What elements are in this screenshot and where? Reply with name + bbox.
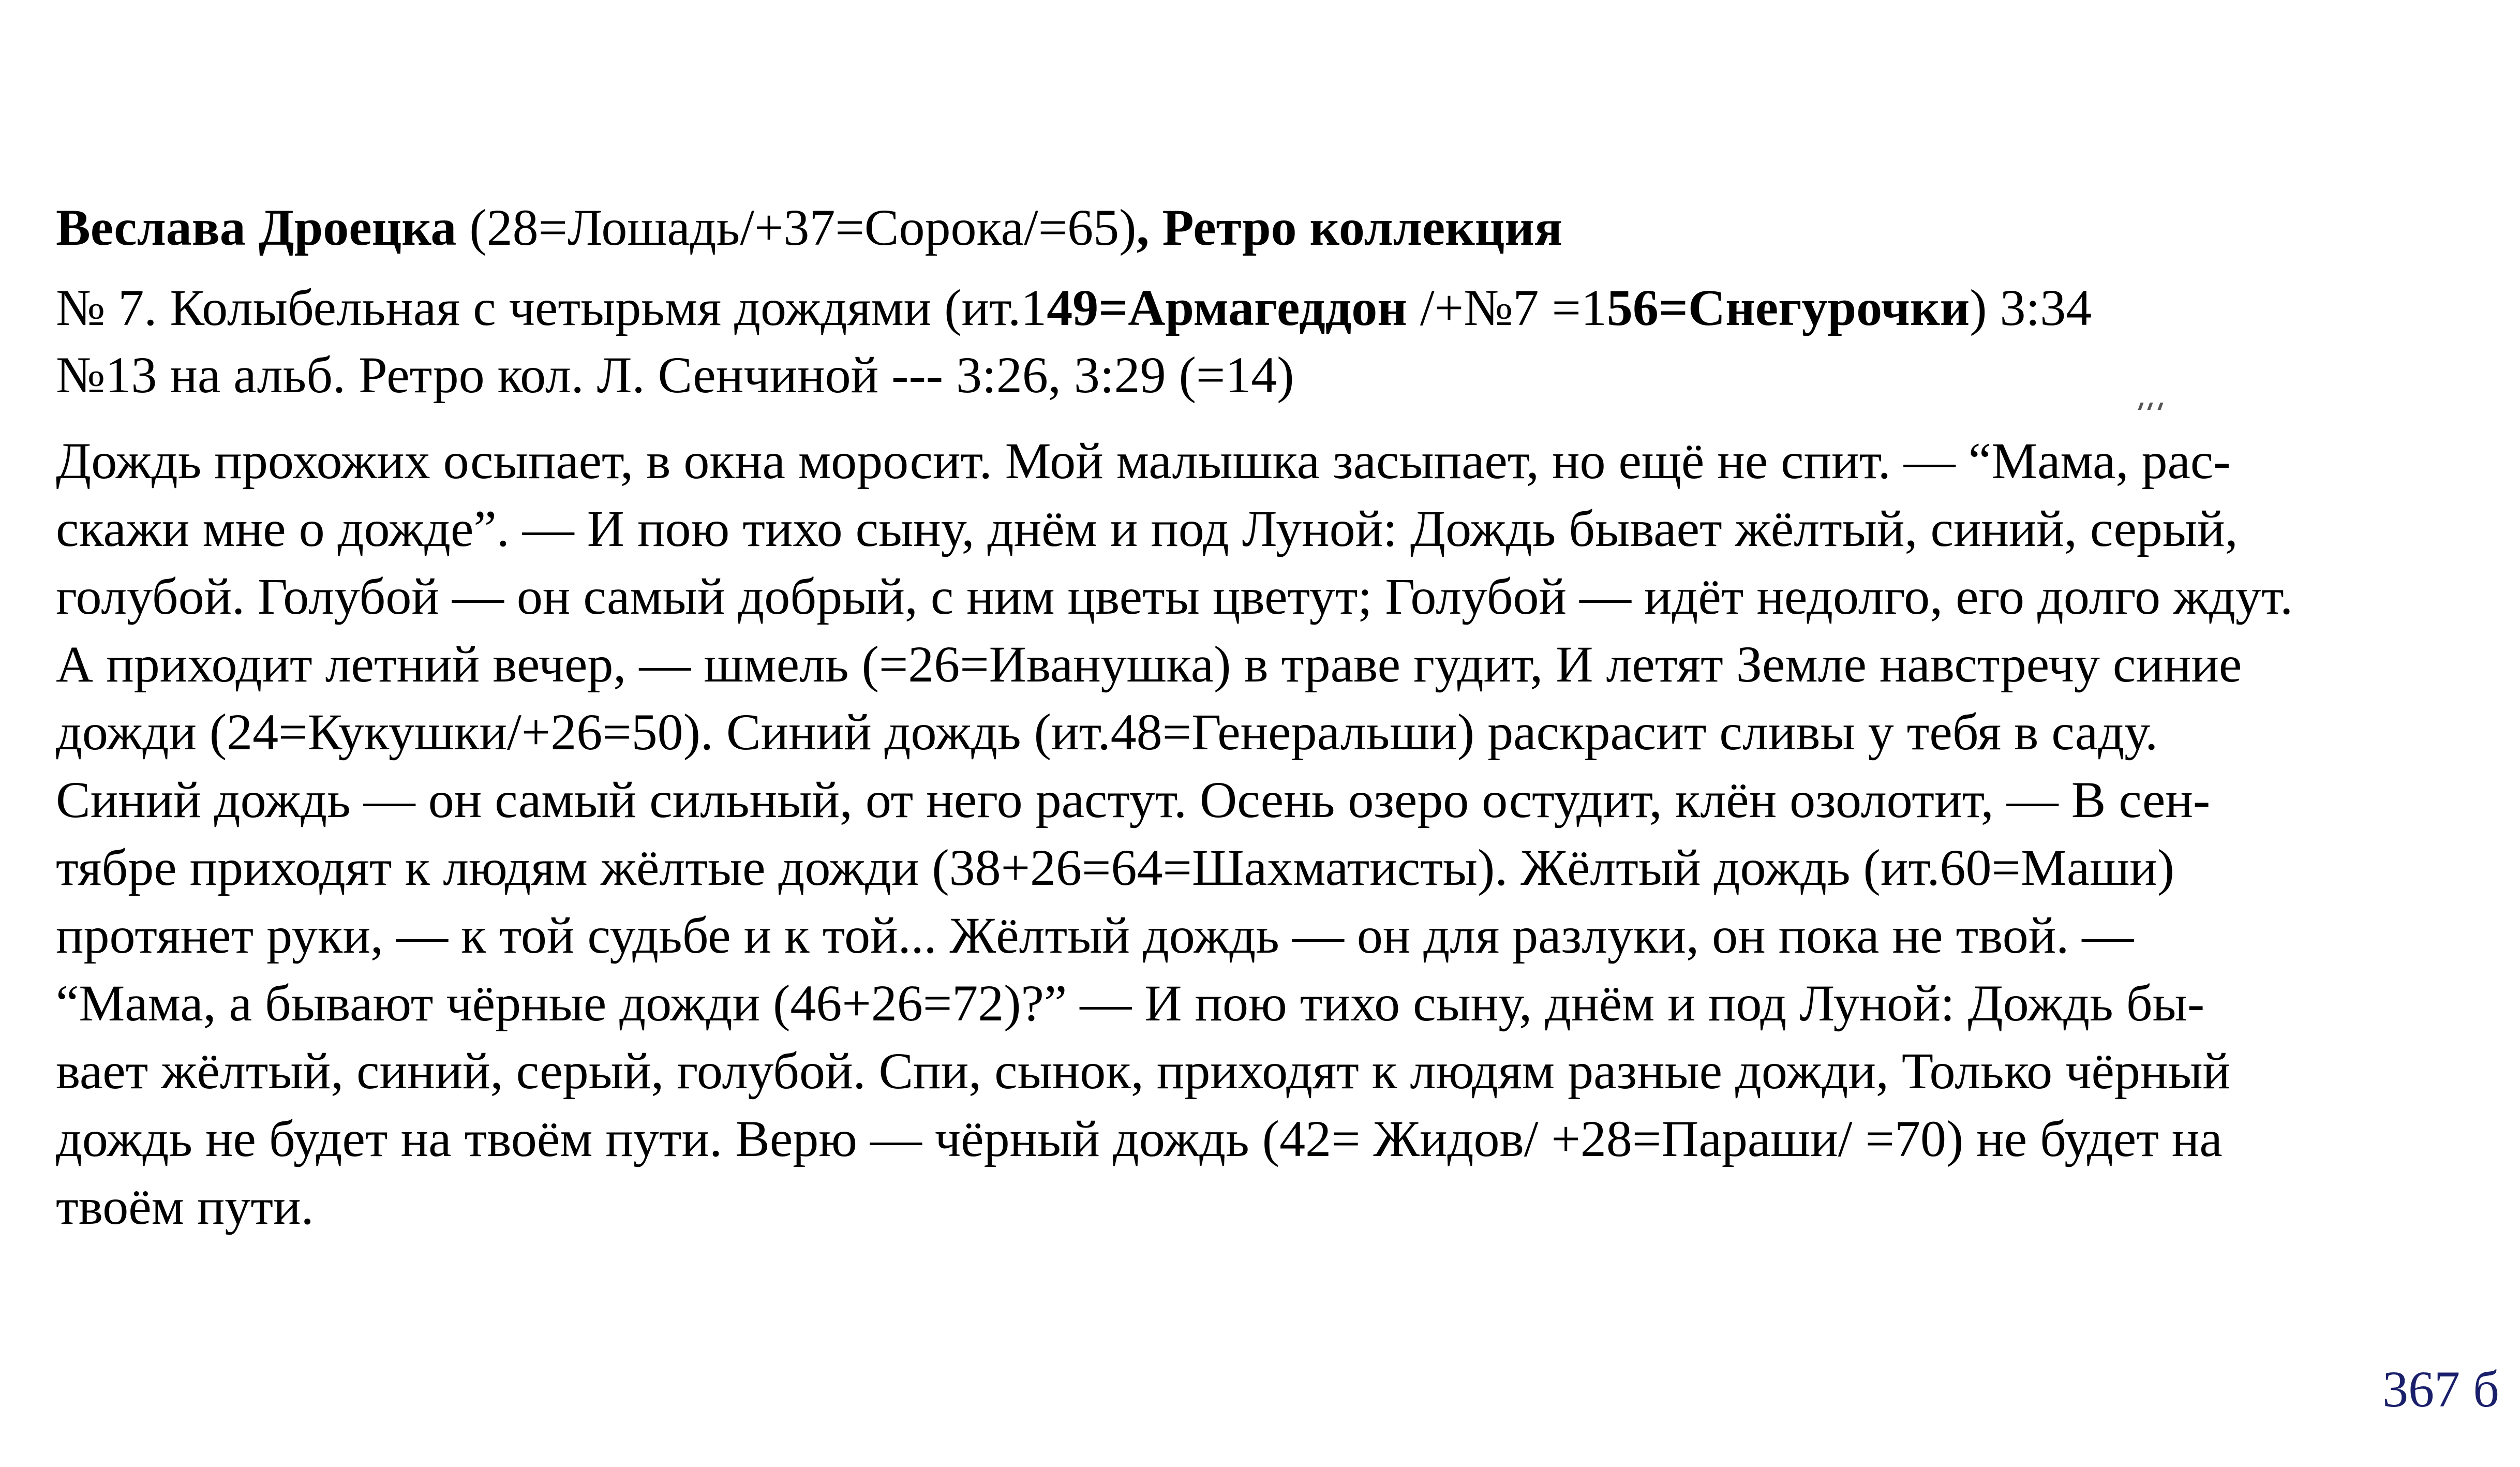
song-header-author-line: [56, 194, 1562, 261]
song-title-bold2: 56=Снегурочки: [1606, 279, 1970, 336]
song-title-part1: № 7. Колыбельная с четырьмя дождями (ит.1: [56, 279, 1047, 336]
song-title-part2: /+№7 =1: [1407, 279, 1607, 336]
song-title-line: [56, 274, 2092, 342]
collection-name: , Ретро коллекция: [1136, 199, 1563, 256]
author-name: Веслава Дроецка: [56, 199, 457, 256]
author-numbers: (28=Лошадь/+37=Сорока/=65): [456, 199, 1137, 256]
lyrics-line: “Мама, а бывают чёрные дожди (46+26=72)?” — И пою тихо сыну, днём и под Луной: Дождь бы-: [56, 974, 2205, 1032]
stray-mark: [2139, 403, 2170, 413]
lyrics-line: протянет руки, — к той судьбе и к той... Жёлтый дождь — он для разлуки, он пока не твой. —: [56, 907, 2134, 964]
lyrics-line: вает жёлтый, синий, серый, голубой. Спи, сынок, приходят к людям разные дожди, Только чёрный: [56, 1042, 2231, 1100]
lyrics-line: дожди (24=Кукушки/+26=50). Синий дождь (ит.48=Генеральши) раскрасит сливы у тебя в саду.: [56, 703, 2158, 761]
lyrics-line: дождь не будет на твоём пути. Верю — чёрный дождь (42= Жидов/ +28=Параши/ =70) не будет на: [56, 1110, 2223, 1167]
lyrics-line: твоём пути.: [56, 1178, 314, 1235]
lyrics-line: Синий дождь — он самый сильный, от него растут. Осень озеро остудит, клён озолотит, — В сен-: [56, 771, 2211, 828]
album-info-line: №13 на альб. Ретро кол. Л. Сенчиной --- 3:26, 3:29 (=14): [56, 346, 1294, 404]
song-title-bold1: 49=Армагеддон: [1047, 279, 1407, 336]
lyrics-text: [56, 427, 2498, 1240]
page-number: 367 б: [2382, 1360, 2499, 1418]
lyrics-line: скажи мне о дожде”. — И пою тихо сыну, днём и под Луной: Дождь бывает жёлтый, синий, серый,: [56, 500, 2238, 557]
lyrics-line: голубой. Голубой — он самый добрый, с ним цветы цветут; Голубой — идёт недолго, его долго ждут.: [56, 568, 2293, 625]
lyrics-line: А приходит летний вечер, — шмель (=26=Иванушка) в траве гудит, И летят Земле навстречу синие: [56, 635, 2242, 693]
lyrics-line: тябре приходят к людям жёлтые дожди (38+26=64=Шахматисты). Жёлтый дождь (ит.60=Маши): [56, 839, 2175, 896]
song-title-part3: ) 3:34: [1970, 279, 2092, 336]
lyrics-line: Дождь прохожих осыпает, в окна моросит. Мой малышка засыпает, но ещё не спит. — “Мама, рас-: [56, 432, 2231, 490]
